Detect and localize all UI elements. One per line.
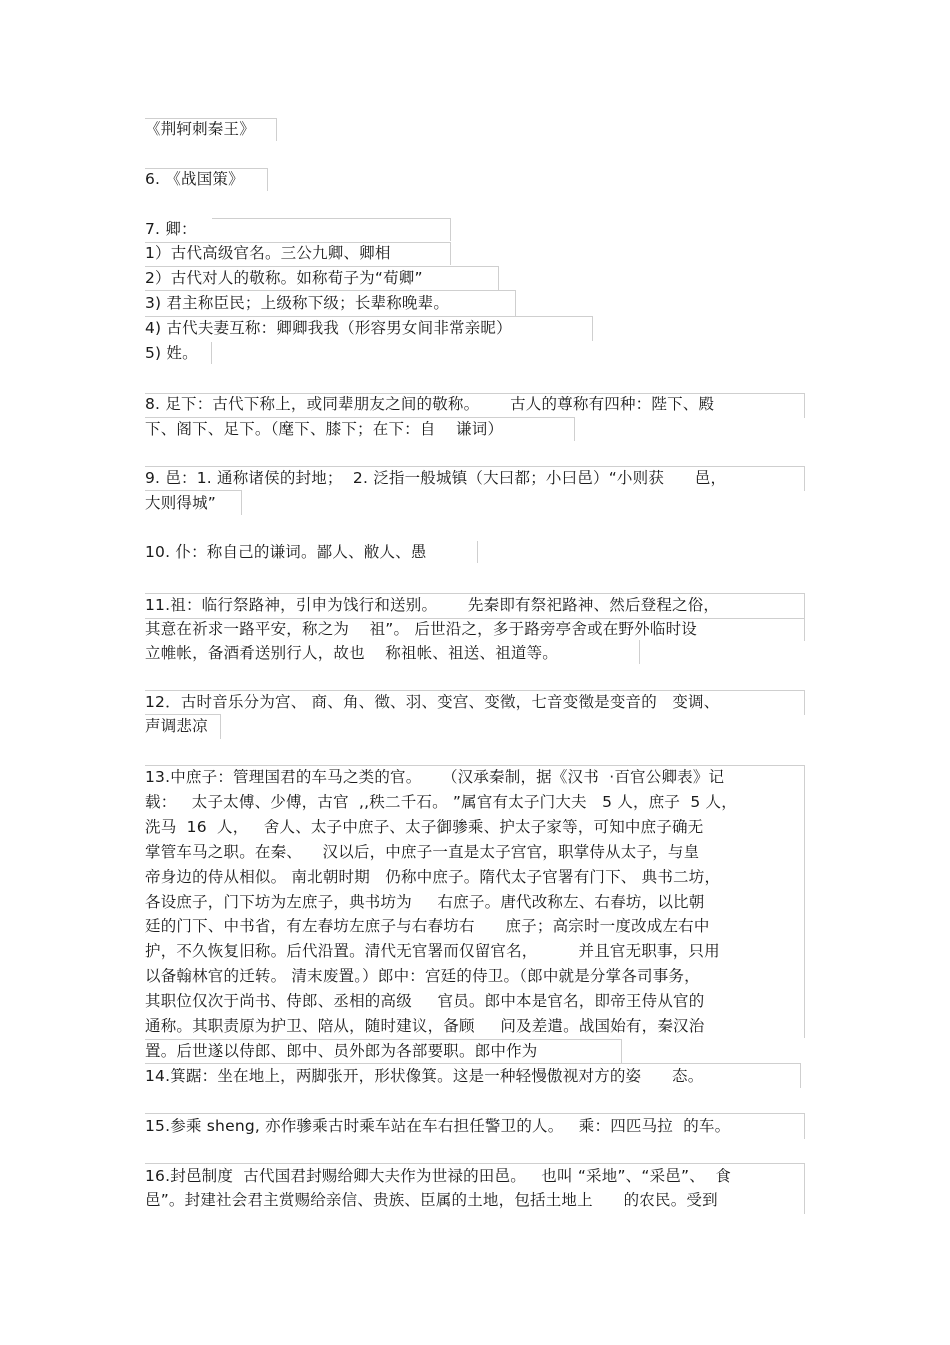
- section-8-line: 8. 足下：古代下称上，或同辈朋友之间的敬称。 古人的尊称有四种：陛下、殿: [145, 395, 715, 413]
- section-9-line: 大则得城”: [145, 494, 217, 512]
- section-13-line: 掌管车马之职。在秦、 汉以后，中庶子一直是太子宫官，职掌侍从太子，与皇: [145, 843, 700, 861]
- section-13-line: 各设庶子，门下坊为左庶子，典书坊为 右庶子。唐代改称左、右春坊，以比朝: [145, 893, 705, 911]
- section-13-line: 洗马 16 人， 舍人、太子中庶子、太子御骖乘、护太子家等，可知中庶子确无: [145, 818, 704, 836]
- section-13-line: 护，不久恢复旧称。后代沿置。清代无官署而仅留官名， 并且官无职事，只用: [145, 942, 720, 960]
- cell-border: [212, 218, 451, 241]
- section-7-item: 3) 君主称臣民；上级称下级；长辈称晚辈。: [145, 294, 450, 312]
- section-13-line: 其职位仅次于尚书、侍郎、丞相的高级 官员。郎中本是官名，即帝王侍从官的: [145, 992, 705, 1010]
- section-16-line: 16.封邑制度 古代国君封赐给卿大夫作为世禄的田邑。 也叫 “采地”、“采邑”、 食: [145, 1167, 731, 1185]
- section-5-title: 《荆轲刺秦王》: [145, 120, 255, 138]
- section-15-line: 15.参乘 sheng, 亦作骖乘古时乘车站在车右担任警卫的人。 乘：四匹马拉 的车。: [145, 1117, 731, 1135]
- section-7-item: 4) 古代夫妻互称：卿卿我我（形容男女间非常亲昵）: [145, 319, 512, 337]
- section-13-line: 通称。其职责原为护卫、陪从，随时建议，备顾 问及差遣。战国始有，秦汉治: [145, 1017, 705, 1035]
- section-8-line: 下、阁下、足下。（麾下、膝下；在下：自 谦词）: [145, 420, 504, 438]
- section-13-line: 13.中庶子：管理国君的车马之类的官。 （汉承秦制，据《汉书 ·百官公卿表》记: [145, 768, 725, 786]
- section-16-line: 邑”。封建社会君主赏赐给亲信、贵族、臣属的土地，包括土地上 的农民。受到: [145, 1191, 718, 1209]
- section-12-line: 12．古时音乐分为宫、 商、角、徵、羽、变宫、变徵，七音变徵是变音的 变调、: [145, 693, 720, 711]
- section-7-item: 1）古代高级官名。三公九卿、卿相: [145, 244, 391, 262]
- section-7-item: 2）古代对人的敬称。如称荀子为“荀卿”: [145, 269, 423, 287]
- section-13-line: 以备翰林官的迁转。 清末废置。）郎中：宫廷的侍卫。（郎中就是分掌各司事务，: [145, 967, 700, 985]
- section-13-line: 廷的门下、中书省，有左春坊左庶子与右春坊右 庶子；高宗时一度改成左右中: [145, 917, 710, 935]
- section-14-line: 14.箕踞：坐在地上，两脚张开，形状像箕。这是一种轻慢傲视对方的姿 态。: [145, 1067, 704, 1085]
- section-13-line: 载： 太子太傅、少傅，古官 ,,秩二千石。 ”属官有太子门大夫 5 人，庶子 5 人，: [145, 793, 737, 811]
- section-9-line: 9. 邑：1. 通称诸侯的封地； 2. 泛指一般城镇（大曰都；小曰邑）“小则获 邑，: [145, 469, 727, 487]
- section-12-line: 声调悲凉: [145, 717, 208, 735]
- section-11-line: 立帷帐，备酒肴送别行人，故也 称祖帐、祖送、祖道等。: [145, 644, 559, 662]
- section-13-line: 置。后世遂以侍郎、郎中、员外郎为各部要职。郎中作为: [145, 1042, 538, 1060]
- section-6-title: 6. 《战国策》: [145, 170, 244, 188]
- section-11-line: 11.祖：临行祭路神，引申为饯行和送别。 先秦即有祭祀路神、然后登程之俗，: [145, 596, 720, 614]
- section-7-item: 5) 姓。: [145, 344, 198, 362]
- section-11-line: 其意在祈求一路平安，称之为 祖”。 后世沿之，多于路旁亭舍或在野外临时设: [145, 620, 697, 638]
- section-10-line: 10. 仆：称自己的谦词。鄙人、敝人、愚: [145, 543, 427, 561]
- section-7-heading: 7. 卿：: [145, 220, 197, 238]
- section-13-line: 帝身边的侍从相似。 南北朝时期 仍称中庶子。隋代太子官署有门下、 典书二坊，: [145, 868, 721, 886]
